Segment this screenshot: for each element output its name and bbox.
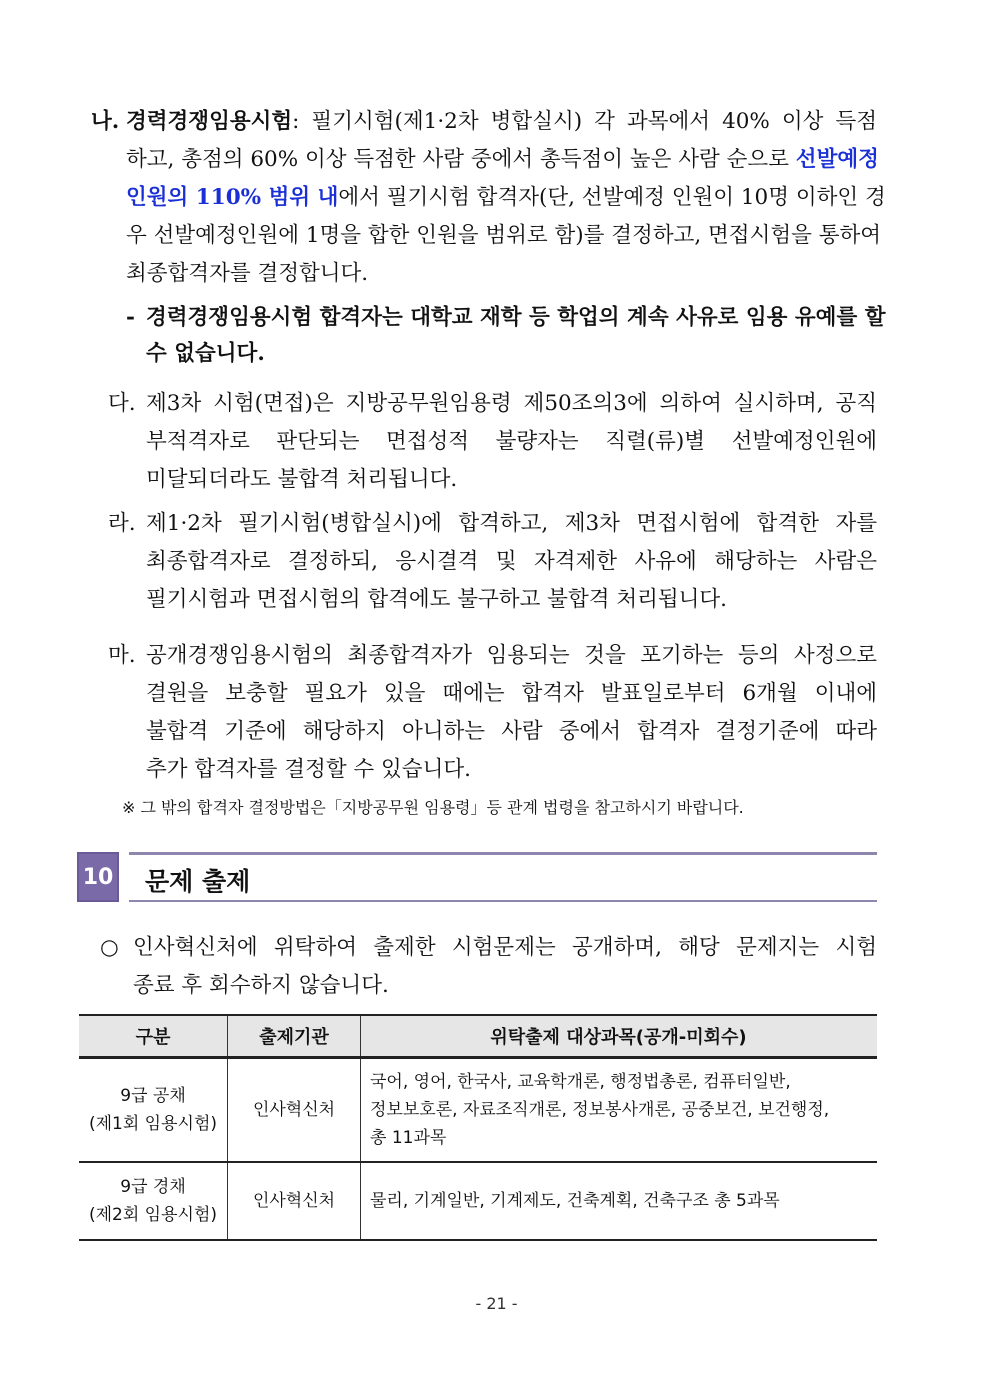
- page-number: - 21 -: [475, 1294, 518, 1313]
- section-title: 문제 출제: [145, 867, 251, 896]
- exam-subject-table: [79, 1014, 877, 1241]
- section-na-sub-line2: 수 없습니다.: [146, 341, 265, 366]
- section-ma-line3: 불합격 기준에 해당하지 아니하는 사람 중에서 합격자 결정기준에 따라: [146, 719, 877, 744]
- table-header-category: 구분: [79, 1015, 228, 1058]
- section-ma-marker: 마.: [108, 643, 136, 668]
- section-na-line3-highlight: 인원의 110% 범위 내: [126, 185, 339, 210]
- section-ma-line4: 추가 합격자를 결정할 수 있습니다.: [146, 757, 471, 782]
- category-line2: (제2회 임용시험): [88, 1205, 218, 1225]
- section-na-title: 경력경쟁임용시험: [126, 109, 293, 134]
- category-line2: (제1회 임용시험): [88, 1114, 218, 1134]
- section-da-line2: 부적격자로 판단되는 면접성적 불량자는 직렬(류)별 선발예정인원에: [146, 429, 877, 454]
- subjects-line3: 총 11과목: [370, 1128, 447, 1148]
- section-na-line2: [126, 146, 877, 174]
- section-ra-line3: 필기시험과 면접시험의 합격에도 불구하고 불합격 처리됩니다.: [146, 587, 728, 612]
- section-ma-line1: 공개경쟁임용시험의 최종합격자가 임용되는 것을 포기하는 등의 사정으로: [146, 643, 877, 668]
- section-na-line2-pre: 하고, 총점의 60% 이상 득점한 사람 중에서 총득점이 높은 사람 순으로: [126, 147, 796, 172]
- section-na-line3-rest: 에서 필기시험 합격자(단, 선발예정 인원이 10명 이하인 경: [338, 185, 886, 210]
- section-da-line3: 미달되더라도 불합격 처리됩니다.: [146, 467, 458, 492]
- reference-note: ※ 그 밖의 합격자 결정방법은「지방공무원 임용령」등 관계 법령을 참고하시기 바랍니다.: [122, 798, 744, 817]
- category-line1: 9급 경채: [120, 1177, 186, 1197]
- section-da-line1: 제3차 시험(면접)은 지방공무원임용령 제50조의3에 의하여 실시하며, 공직: [146, 391, 877, 416]
- category-line1: 9급 공채: [120, 1086, 186, 1106]
- table-row: [79, 1058, 877, 1163]
- table-cell-agency: 인사혁신처: [228, 1058, 361, 1163]
- section-da-marker: 다.: [108, 391, 136, 416]
- section-na-sub-line1: 경력경쟁임용시험 합격자는 대학교 재학 등 학업의 계속 사유로 임용 유예를 할: [146, 305, 886, 330]
- table-header-agency: 출제기관: [228, 1015, 361, 1058]
- section-na-line1: [126, 108, 877, 136]
- table-cell-agency: 인사혁신처: [228, 1162, 361, 1240]
- section-ma-line2: 결원을 보충할 필요가 있을 때에는 합격자 발표일로부터 6개월 이내에: [146, 681, 877, 706]
- section-header-bottom-rule: [129, 900, 877, 902]
- section-ra-line1: 제1·2차 필기시험(병합실시)에 합격하고, 제3차 면접시험에 합격한 자를: [146, 511, 877, 536]
- section-header-top-rule: [129, 852, 877, 855]
- bullet-circle-icon: ○: [100, 935, 119, 960]
- section-na-line1-rest: : 필기시험(제1·2차 병합실시) 각 과목에서 40% 이상 득점: [292, 109, 877, 134]
- section-na-line3: [126, 184, 886, 212]
- section-na-line4: 우 선발예정인원에 1명을 합한 인원을 범위로 함)를 결정하고, 면접시험을 통하여: [126, 223, 882, 248]
- section-na-sub-dash: -: [126, 305, 135, 330]
- subjects-line1: 국어, 영어, 한국사, 교육학개론, 행정법총론, 컴퓨터일반,: [370, 1072, 791, 1092]
- section-na-line2-highlight: 선발예정: [795, 147, 879, 172]
- section10-line1: 인사혁신처에 위탁하여 출제한 시험문제는 공개하며, 해당 문제지는 시험: [133, 935, 877, 960]
- section-na-line5: 최종합격자를 결정합니다.: [126, 261, 369, 286]
- table-cell-category: [79, 1058, 228, 1163]
- table-cell-category: [79, 1162, 228, 1240]
- table-cell-subjects: 물리, 기계일반, 기계제도, 건축계획, 건축구조 총 5과목: [361, 1162, 878, 1240]
- subjects-line2: 정보보호론, 자료조직개론, 정보봉사개론, 공중보건, 보건행정,: [370, 1100, 830, 1120]
- section-na-marker: 나.: [91, 109, 120, 134]
- section-ra-marker: 라.: [108, 511, 136, 536]
- section-number-badge: 10: [77, 852, 119, 902]
- table-header-row: [79, 1015, 877, 1058]
- table-row: [79, 1162, 877, 1240]
- section10-line2: 종료 후 회수하지 않습니다.: [133, 973, 389, 998]
- section-ra-line2: 최종합격자로 결정하되, 응시결격 및 자격제한 사유에 해당하는 사람은: [146, 549, 877, 574]
- table-cell-subjects: [361, 1058, 878, 1163]
- table-header-subjects: 위탁출제 대상과목(공개-미회수): [361, 1015, 878, 1058]
